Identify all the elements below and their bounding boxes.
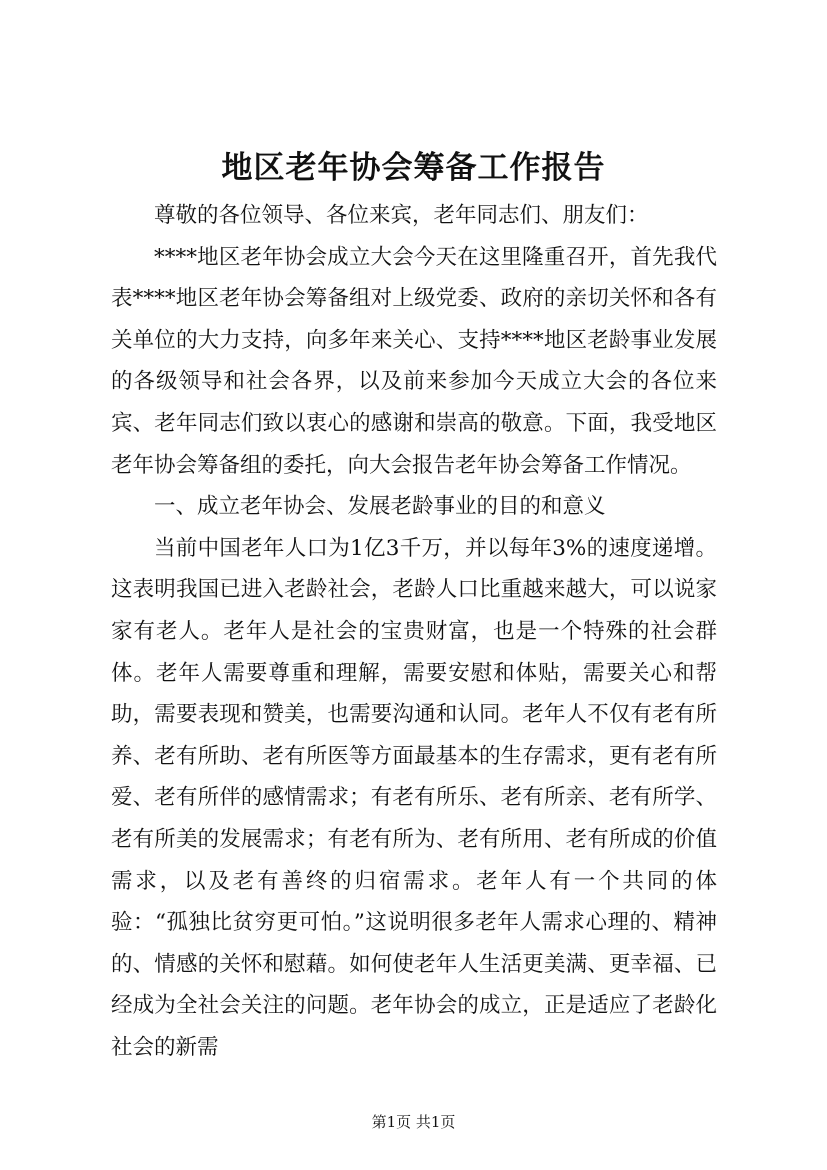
- document-body: [111, 195, 717, 1068]
- page-footer: 第1页 共1页: [371, 1113, 456, 1131]
- salutation-paragraph: 尊敬的各位领导、各位来宾，老年同志们、朋友们：: [154, 203, 649, 228]
- opening-paragraph: ****地区老年协会成立大会今天在这里隆重召开，首先我代表****地区老年协会筹备组对上级党委、政府的亲切关怀和各有关单位的大力支持，向多年来关心、支持****地区老龄事业发展的各级领导和社会各界，以及前来参加今天成立大会的各位来宾、老年同志们致以衷心的感谢和崇高的敬意。下面，我受地区老年协会筹备组的委托，向大会报告老年协会筹备工作情况。: [111, 244, 717, 478]
- section-heading: 一、成立老年协会、发展老龄事业的目的和意义: [154, 494, 606, 520]
- body-paragraph: 当前中国老年人口为1亿3千万，并以每年3%的速度递增。这表明我国已进入老龄社会，老龄人口比重越来越大，可以说家家有老人。老年人是社会的宝贵财富，也是一个特殊的社会群体。老年人需要尊重和理解，需要安慰和体贴，需要关心和帮助，需要表现和赞美，也需要沟通和认同。老年人不仅有老有所养、老有所助、老有所医等方面最基本的生存需求，更有老有所爱、老有所伴的感情需求；有老有所乐、老有所亲、老有所学、老有所美的发展需求；有老有所为、老有所用、老有所成的价值需求，以及老有善终的归宿需求。老年人有一个共同的体验：“孤独比贫穷更可怕。”这说明很多老年人需求心理的、精神的、情感的关怀和慰藉。如何使老年人生活更美满、更幸福、已经成为全社会关注的问题。老年协会的成立，正是适应了老龄化社会的新需: [111, 535, 717, 1060]
- document-title: 地区老年协会筹备工作报告: [221, 150, 606, 186]
